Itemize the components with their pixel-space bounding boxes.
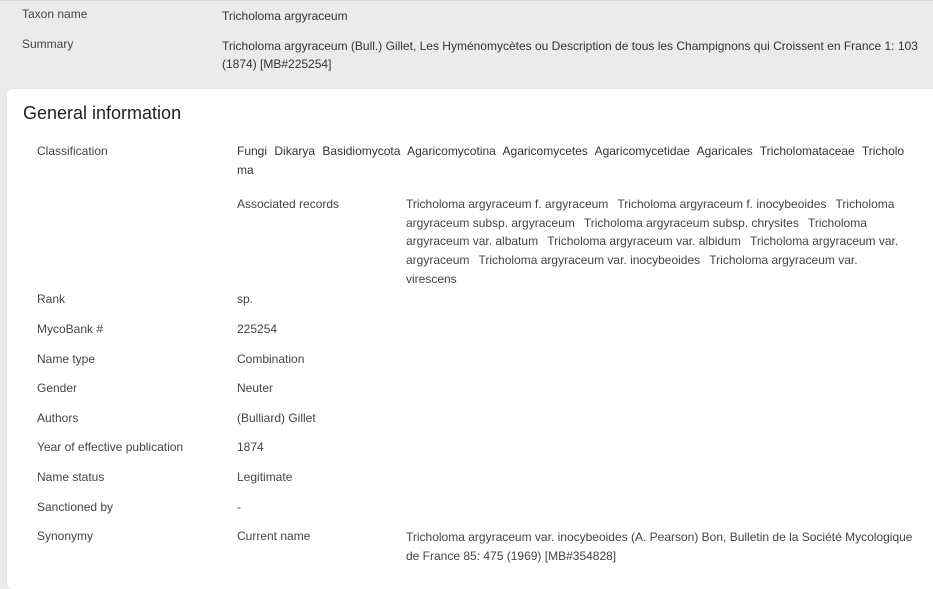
current-name-label: Current name <box>237 529 311 543</box>
mycobank-row <box>37 320 277 339</box>
classification-item[interactable]: Tricholoma <box>237 144 905 177</box>
taxon-name-label: Taxon name <box>22 7 88 21</box>
associated-record-link[interactable]: Tricholoma argyraceum f. inocybeoides <box>617 197 827 211</box>
sanctioned-row <box>37 498 241 517</box>
associated-record-link[interactable]: Tricholoma argyraceum f. argyraceum <box>406 197 609 211</box>
sanctioned-value: - <box>237 500 241 514</box>
synonymy-label: Synonymy <box>37 529 94 543</box>
authors-row <box>37 409 316 428</box>
name-type-value: Combination <box>237 352 305 366</box>
year-value: 1874 <box>237 440 264 454</box>
name-status-label: Name status <box>37 470 105 484</box>
rank-label: Rank <box>37 292 66 306</box>
associated-record-link[interactable]: Tricholoma argyraceum var. albidum <box>547 234 741 249</box>
associated-records-list <box>406 195 916 289</box>
gender-label: Gender <box>37 381 78 395</box>
summary-label: Summary <box>22 37 74 51</box>
authors-value[interactable]: (Bulliard) Gillet <box>237 411 316 425</box>
associated-records-label: Associated records <box>237 197 340 211</box>
summary-row <box>22 37 922 73</box>
authors-label: Authors <box>37 411 79 425</box>
associated-record-link[interactable]: Tricholoma argyraceum var. albatum <box>406 215 867 249</box>
taxon-name-value: Tricholoma argyraceum <box>222 9 348 23</box>
classification-item[interactable]: Basidiomycota <box>322 144 401 158</box>
classification-item[interactable]: Agaricomycetidae <box>594 144 690 158</box>
gender-value: Neuter <box>237 381 274 395</box>
associated-record-link[interactable]: Tricholoma argyraceum subsp. chrysites <box>583 215 799 230</box>
year-label: Year of effective publication <box>37 440 184 454</box>
name-type-row <box>37 350 304 369</box>
classification-item[interactable]: Tricholomataceae <box>759 144 855 158</box>
rank-row <box>37 290 253 309</box>
classification-row <box>37 142 912 180</box>
synonymy-row <box>37 527 237 546</box>
top-divider <box>0 0 933 1</box>
section-title: General information <box>23 103 182 123</box>
associated-record-link[interactable]: Tricholoma argyraceum var. argyraceum <box>406 234 899 268</box>
associated-record-link[interactable]: Tricholoma argyraceum var. virescens <box>406 253 858 286</box>
rank-value: sp. <box>237 292 254 306</box>
sanctioned-label: Sanctioned by <box>37 500 114 514</box>
year-row <box>37 438 264 457</box>
gender-row <box>37 379 273 398</box>
name-status-value: Legitimate <box>237 470 293 484</box>
classification-item[interactable]: Agaricales <box>696 144 753 158</box>
classification-item[interactable]: Dikarya <box>274 144 316 158</box>
name-type-label: Name type <box>37 352 96 366</box>
mycobank-label: MycoBank # <box>37 322 104 336</box>
classification-chain <box>237 142 912 180</box>
summary-value: Tricholoma argyraceum (Bull.) Gillet, Les Hyménomycètes ou Description de tous les Champignons qui Croissent en France 1: 103 (1874) [MB#225254] <box>222 39 918 71</box>
name-status-row <box>37 468 292 487</box>
classification-label: Classification <box>37 144 108 158</box>
classification-item[interactable]: Fungi <box>237 144 268 158</box>
associated-record-link[interactable]: Tricholoma argyraceum subsp. argyraceum <box>406 197 895 230</box>
associated-record-link[interactable]: Tricholoma argyraceum var. inocybeoides <box>478 253 701 268</box>
mycobank-value: 225254 <box>237 322 278 336</box>
taxon-name-row <box>22 7 922 25</box>
classification-item[interactable]: Agaricomycotina <box>407 144 496 158</box>
classification-item[interactable]: Agaricomycetes <box>502 144 588 158</box>
current-name-link[interactable]: Tricholoma argyraceum var. inocybeoides (A. Pearson) Bon, Bulletin de la Société Mycologique de France 85: 475 (1969) [MB#354828] <box>406 530 913 563</box>
